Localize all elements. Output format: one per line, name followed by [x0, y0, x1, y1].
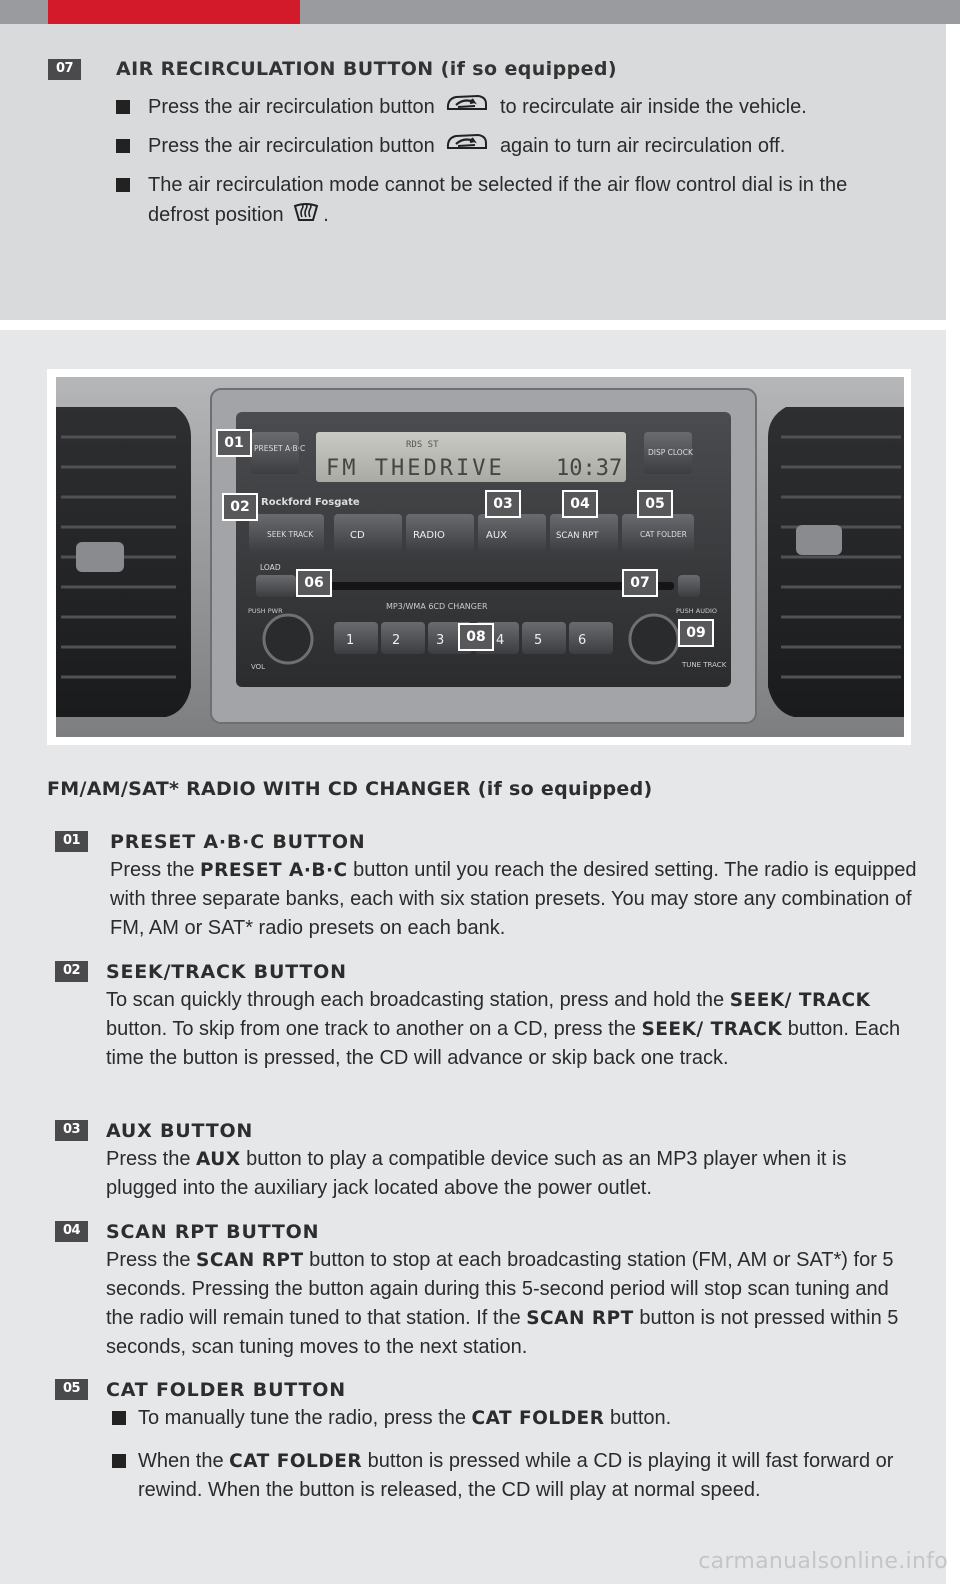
- item-heading: SCAN RPT BUTTON: [106, 1221, 320, 1243]
- push-audio-label: PUSH AUDIO: [676, 607, 717, 615]
- aux-label: AUX: [486, 530, 508, 541]
- item-preset: [48, 828, 918, 943]
- defrost-icon: [293, 201, 319, 231]
- bullet-item: When the CAT FOLDER button is pressed while a CD is playing it will fast forward or rewind. When the button is released, the CD will play at normal speed.: [106, 1447, 918, 1505]
- item-badge: 05: [55, 1379, 88, 1400]
- scan-label: SCAN RPT: [556, 531, 599, 541]
- item-badge: 04: [55, 1221, 88, 1242]
- svg-text:1: 1: [346, 633, 355, 648]
- svg-text:5: 5: [534, 633, 543, 648]
- item-body: Press the PRESET A·B·C button until you reach the desired setting. The radio is equipped with three separate banks, each with six station presets. You may store any combination of FM, AM or SAT* radio presets on each bank.: [110, 859, 917, 939]
- callout-07: 07: [622, 569, 658, 597]
- item-heading: AUX BUTTON: [106, 1120, 254, 1142]
- seek-label: SEEK TRACK: [267, 530, 314, 539]
- section-divider: [0, 320, 960, 330]
- item-body: Press the SCAN RPT button to stop at each broadcasting station (FM, AM or SAT*) for 5 seconds. Pressing the button again during this 5-second period will stop scan tuning and the radio will remain tuned to that station. If the SCAN RPT button is not pressed within 5 seconds, scan tuning moves to the next station.: [106, 1249, 899, 1358]
- svg-text:4: 4: [496, 633, 505, 648]
- recirculation-icon: [444, 92, 490, 123]
- display-clock: 10:37: [556, 456, 623, 481]
- load-label: LOAD: [260, 563, 281, 572]
- item-body: To scan quickly through each broadcasting station, press and hold the SEEK/ TRACK button. To skip from one track to another on a CD, press the SEEK/ TRACK button. Each time the button is pressed, the CD will advance or skip back one track.: [106, 989, 901, 1069]
- callout-09: 09: [678, 619, 714, 647]
- item-cat-folder: [48, 1376, 918, 1505]
- cat-label: CAT FOLDER: [640, 530, 687, 539]
- preset-label: PRESET A·B·C: [254, 444, 306, 453]
- radio-label: RADIO: [413, 530, 445, 541]
- watermark: carmanualsonline.info: [698, 1549, 948, 1574]
- radio-section-title: FM/AM/SAT* RADIO WITH CD CHANGER (if so equipped): [47, 778, 653, 800]
- vol-label: VOL: [251, 663, 266, 671]
- air-recirculation-bullets: [116, 92, 906, 239]
- item-scan-rpt: [48, 1218, 918, 1362]
- item-heading: SEEK/TRACK BUTTON: [106, 961, 347, 983]
- callout-01: 01: [216, 429, 252, 457]
- callout-02: 02: [222, 493, 258, 521]
- radio-photo: [56, 377, 904, 737]
- item-body: Press the AUX button to play a compatible device such as an MP3 player when it is plugged into the auxiliary jack located above the power outlet.: [106, 1148, 847, 1199]
- item-aux: [48, 1117, 918, 1203]
- right-margin: [946, 24, 960, 1584]
- callout-04: 04: [562, 490, 598, 518]
- radio-illustration: [56, 377, 904, 737]
- svg-text:2: 2: [392, 633, 401, 648]
- item-seek-track: [48, 958, 918, 1073]
- item-heading: PRESET A·B·C BUTTON: [110, 831, 366, 853]
- item-heading: CAT FOLDER BUTTON: [106, 1379, 346, 1401]
- item-badge: 01: [55, 831, 88, 852]
- cd-label: CD: [350, 530, 365, 541]
- brand-logo: Rockford Fosgate: [261, 497, 360, 508]
- callout-08: 08: [458, 623, 494, 651]
- bullet-item: To manually tune the radio, press the CAT FOLDER button.: [106, 1404, 918, 1433]
- bullet-item: The air recirculation mode cannot be selected if the air flow control dial is in the defrost position .: [116, 170, 906, 231]
- display-station: FM THEDRIVE: [326, 456, 505, 481]
- display-status: RDS ST: [406, 440, 439, 450]
- top-bar: [0, 0, 960, 24]
- bullet-square: [116, 139, 130, 153]
- changer-label: MP3/WMA 6CD CHANGER: [386, 602, 488, 611]
- item-badge: 02: [55, 961, 88, 982]
- item-badge: 03: [55, 1120, 88, 1141]
- section-title: AIR RECIRCULATION BUTTON (if so equipped): [116, 58, 617, 80]
- bullet-square: [112, 1454, 126, 1468]
- top-accent-bar: [48, 0, 300, 24]
- svg-text:3: 3: [436, 633, 445, 648]
- disp-label: DISP CLOCK: [648, 448, 693, 457]
- bullet-item: Press the air recirculation button again to turn air recirculation off.: [116, 131, 906, 162]
- bullet-square: [116, 100, 130, 114]
- bullet-square: [112, 1411, 126, 1425]
- callout-05: 05: [637, 490, 673, 518]
- callout-03: 03: [485, 490, 521, 518]
- callout-06: 06: [296, 569, 332, 597]
- section-badge: 07: [48, 59, 81, 80]
- svg-text:6: 6: [578, 633, 587, 648]
- bullet-item: Press the air recirculation button to recirculate air inside the vehicle.: [116, 92, 906, 123]
- push-pwr-label: PUSH PWR: [248, 607, 283, 615]
- bullet-square: [116, 178, 130, 192]
- recirculation-icon: [444, 131, 490, 162]
- tune-label: TUNE TRACK: [682, 661, 727, 669]
